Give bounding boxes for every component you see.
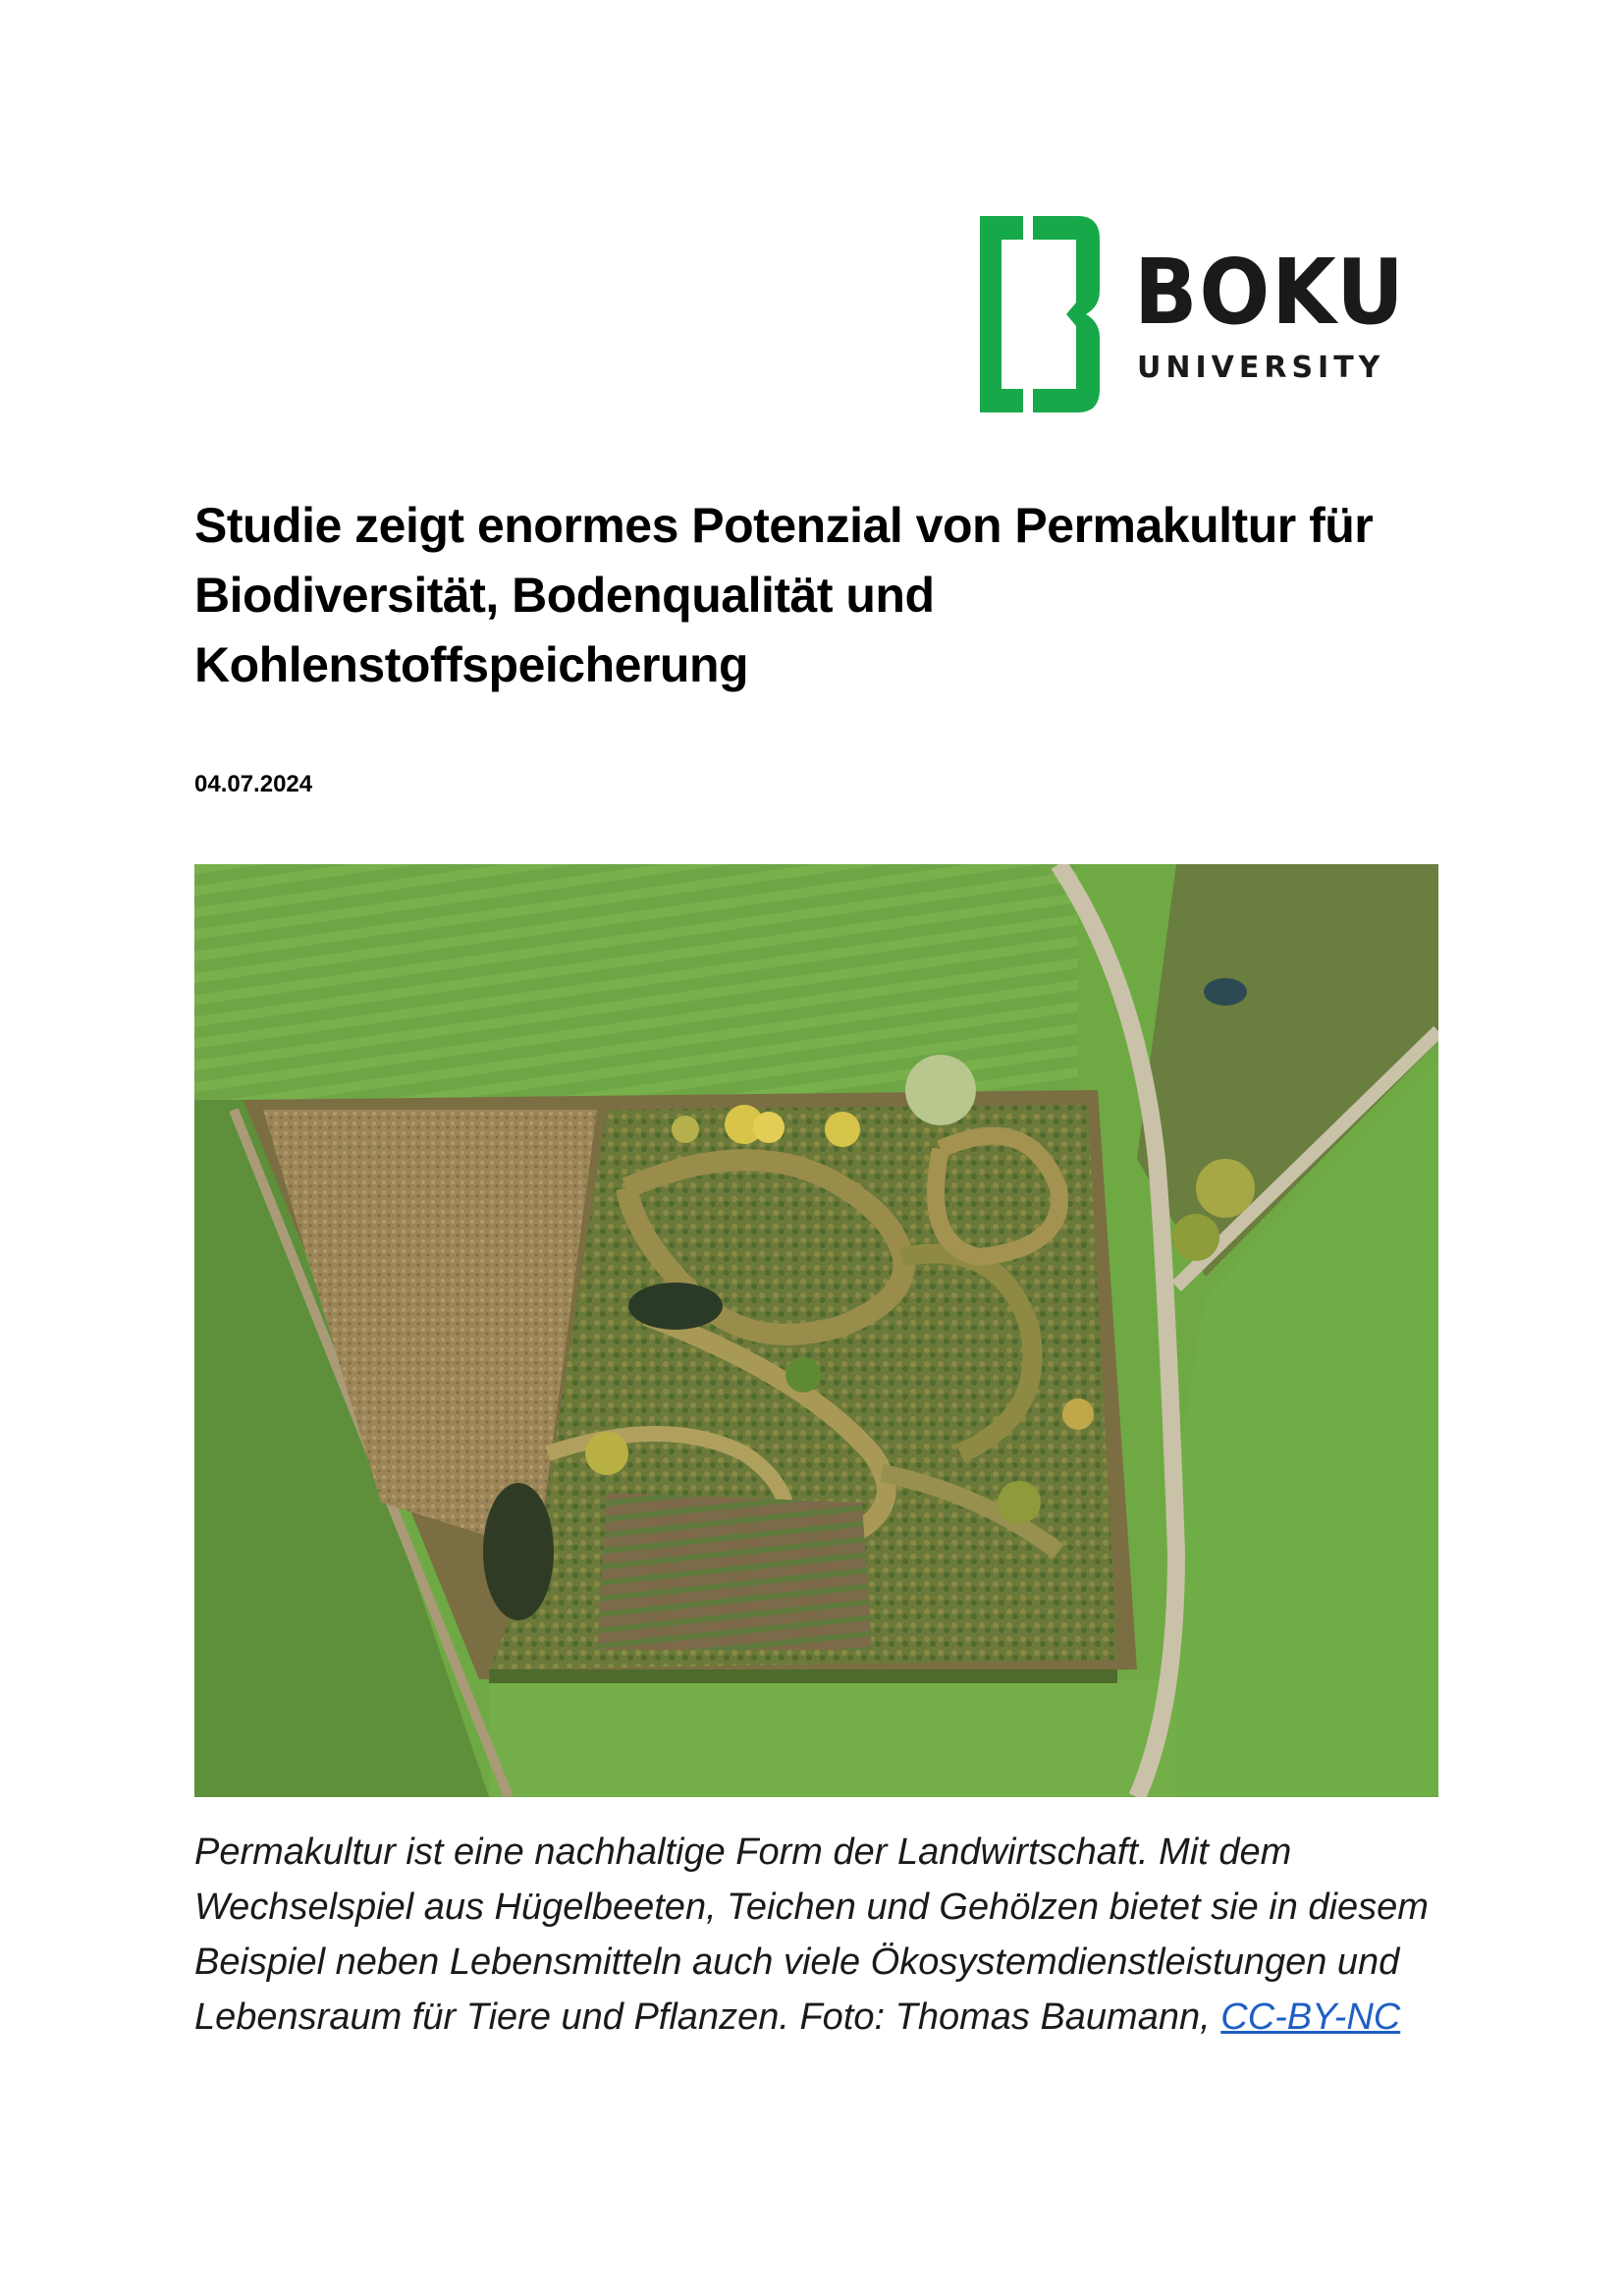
license-link[interactable]: CC-BY-NC [1220, 1996, 1401, 2038]
logo-subtitle: UNIVERSITY [1137, 351, 1385, 385]
photo-caption [194, 1825, 1461, 2045]
aerial-farm-illustration [194, 864, 1438, 1797]
article-photo [194, 864, 1438, 1797]
article-title: Studie zeigt enormes Potenzial von Permakultur für Biodiversität, Bodenqualität und Kohlenstoffspeicherung [194, 498, 1374, 692]
logo-name: BOKU [1134, 240, 1406, 345]
boku-logo-mark-icon [980, 216, 1104, 412]
boku-logo [980, 216, 1406, 412]
caption-credit: Foto: Thomas Baumann, [799, 1996, 1211, 2038]
article-date: 04.07.2024 [194, 771, 313, 797]
caption-text: Permakultur ist eine nachhaltige Form der Landwirtschaft. Mit dem Wechselspiel aus Hügelbeeten, Teichen und Gehölzen bietet sie in diesem Beispiel neben Lebensmitteln auch viele Ökosystemdienstleistungen und Lebensraum für Tiere und Pflanzen. [194, 1831, 1429, 2038]
